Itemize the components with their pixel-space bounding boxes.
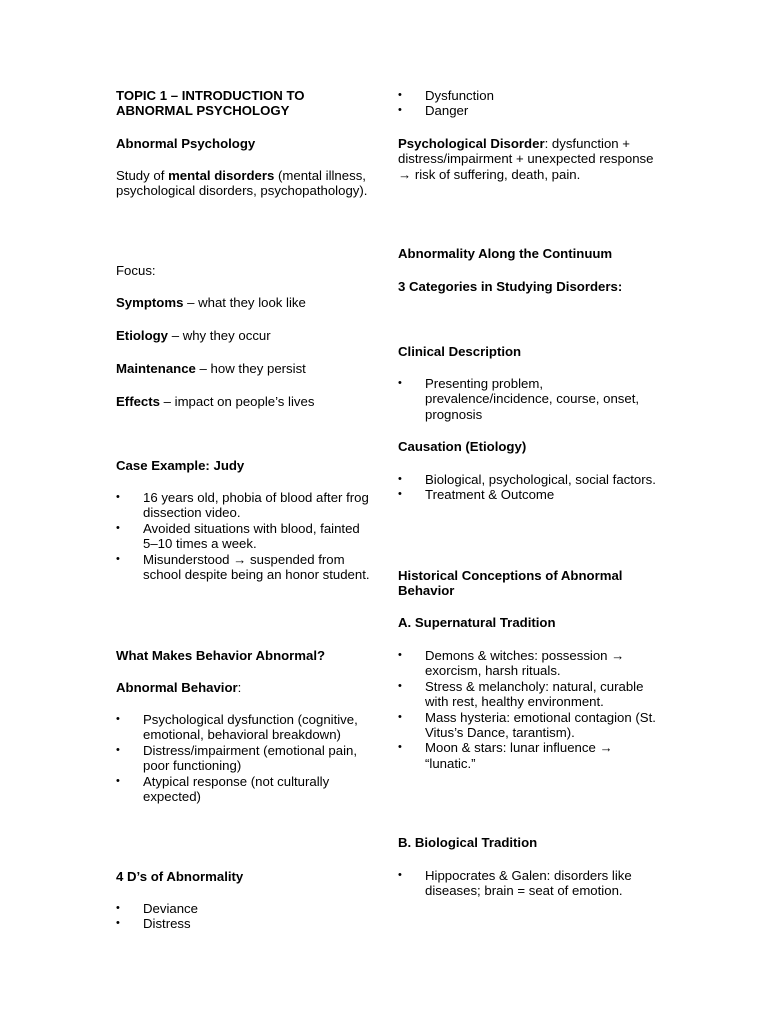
list-item: • Treatment & Outcome	[398, 487, 660, 502]
list-item: • Hippocrates & Galen: disorders like diseases; brain = seat of emotion.	[398, 868, 660, 899]
focus-term: Etiology	[116, 328, 169, 343]
case-example-heading: Case Example: Judy	[116, 458, 245, 473]
list-item: • Psychological dysfunction (cognitive, emotional, behavioral breakdown)	[116, 712, 378, 743]
mental-disorders-term: mental disorders	[168, 168, 275, 183]
three-categories-heading: 3 Categories in Studying Disorders:	[398, 279, 623, 294]
focus-item-etiology	[116, 328, 378, 343]
abnormal-psychology-heading: Abnormal Psychology	[116, 136, 256, 151]
list-item: • Distress/impairment (emotional pain, poor functioning)	[116, 743, 378, 774]
historical-conceptions-heading: Historical Conceptions of Abnormal Behavior	[398, 568, 623, 599]
focus-item-maintenance	[116, 361, 378, 376]
list-item: • Avoided situations with blood, fainted 5–10 times a week.	[116, 521, 378, 552]
focus-item-effects	[116, 394, 378, 409]
list-item: • Demons & witches: possession → exorcism, harsh rituals.	[398, 648, 660, 679]
study-prefix: Study of	[116, 168, 169, 183]
list-item: • Mass hysteria: emotional contagion (St. Vitus’s Dance, tarantism).	[398, 710, 660, 741]
causation-list	[398, 472, 660, 503]
focus-term: Effects	[116, 394, 160, 409]
list-item: • Presenting problem, prevalence/incidence, course, onset, prognosis	[398, 376, 660, 422]
list-item: • Danger	[398, 103, 660, 118]
focus-desc: – why they occur	[168, 328, 271, 343]
abnormal-behavior-colon: :	[237, 680, 242, 695]
focus-desc: – impact on people’s lives	[159, 394, 315, 409]
list-item: • Deviance	[116, 901, 378, 916]
psychological-disorder-term: Psychological Disorder	[398, 136, 545, 151]
list-item: • Atypical response (not culturally expected)	[116, 774, 378, 805]
study-definition	[116, 168, 378, 199]
biological-tradition-heading: B. Biological Tradition	[398, 835, 538, 850]
abnormal-behavior-label	[116, 680, 378, 695]
list-item: • 16 years old, phobia of blood after frog dissection video.	[116, 490, 378, 521]
focus-item-symptoms	[116, 295, 378, 310]
list-item: • Distress	[116, 916, 378, 931]
psychological-disorder-definition	[398, 136, 660, 182]
list-item: • Stress & melancholy: natural, curable with rest, healthy environment.	[398, 679, 660, 710]
abnormal-behavior-term: Abnormal Behavior	[116, 680, 238, 695]
focus-desc: – what they look like	[183, 295, 306, 310]
list-item: • Biological, psychological, social factors.	[398, 472, 660, 487]
clinical-description-list	[398, 376, 660, 422]
biological-tradition-list	[398, 868, 660, 899]
four-ds-heading: 4 D’s of Abnormality	[116, 869, 244, 884]
supernatural-tradition-list	[398, 648, 660, 771]
list-item: • Misunderstood → suspended from school despite being an honor student.	[116, 552, 378, 583]
supernatural-tradition-heading: A. Supernatural Tradition	[398, 615, 556, 630]
case-example-list	[116, 490, 378, 582]
four-ds-list-continued	[398, 88, 660, 119]
causation-heading: Causation (Etiology)	[398, 439, 527, 454]
focus-term: Maintenance	[116, 361, 196, 376]
clinical-description-heading: Clinical Description	[398, 344, 522, 359]
list-item: • Moon & stars: lunar influence → “lunatic.”	[398, 740, 660, 771]
topic-title: TOPIC 1 – INTRODUCTION TO ABNORMAL PSYCHOLOGY	[116, 88, 305, 119]
four-ds-list	[116, 901, 378, 932]
focus-term: Symptoms	[116, 295, 184, 310]
focus-desc: – how they persist	[195, 361, 306, 376]
focus-label: Focus:	[116, 263, 156, 278]
continuum-heading: Abnormality Along the Continuum	[398, 246, 613, 261]
psychological-disorder-desc: : dysfunction + distress/impairment + unexpected response → risk of suffering, death, pain.	[398, 136, 654, 182]
what-makes-abnormal-heading: What Makes Behavior Abnormal?	[116, 648, 326, 663]
list-item: • Dysfunction	[398, 88, 660, 103]
study-suffix: (mental illness, psychological disorders, psychopathology).	[116, 168, 368, 199]
abnormal-behavior-list	[116, 712, 378, 804]
